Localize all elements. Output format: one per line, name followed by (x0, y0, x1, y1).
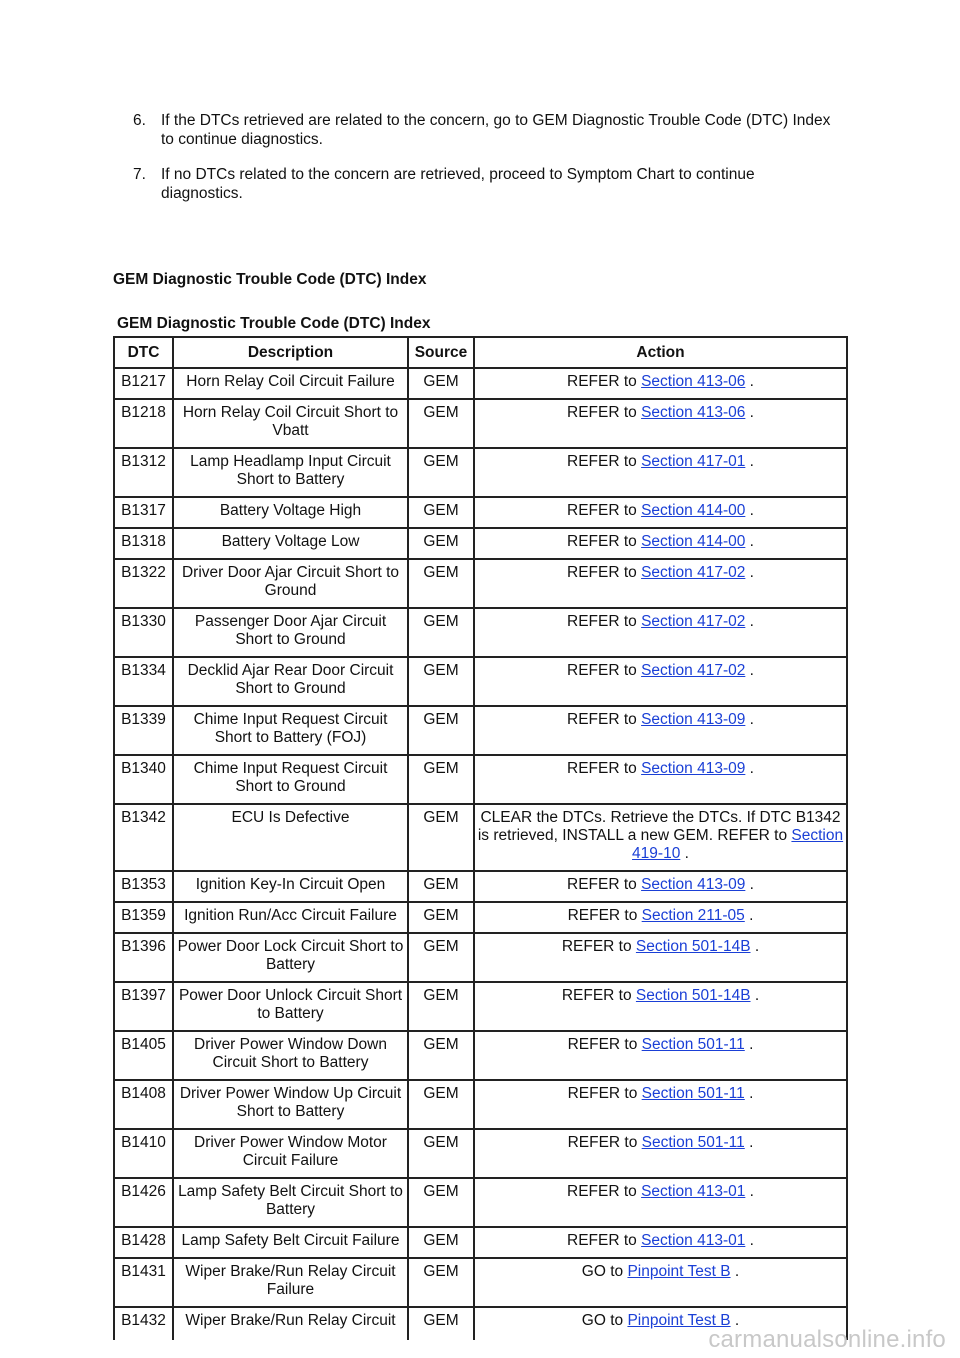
dtc-code: B1340 (114, 755, 173, 804)
dtc-description: Wiper Brake/Run Relay Circuit (173, 1307, 408, 1340)
header-dtc: DTC (114, 337, 173, 368)
table-row (114, 608, 847, 657)
dtc-code: B1396 (114, 933, 173, 982)
dtc-code: B1342 (114, 804, 173, 871)
table-row (114, 657, 847, 706)
table-row (114, 1031, 847, 1080)
table-row (114, 871, 847, 902)
action-suffix: . (734, 1263, 740, 1280)
dtc-description: Ignition Key-In Circuit Open (173, 871, 408, 902)
action-suffix: . (749, 533, 754, 550)
section-reference-link[interactable]: Section 413-06 (641, 373, 746, 390)
table-header-row (114, 337, 847, 368)
dtc-code: B1353 (114, 871, 173, 902)
header-action: Action (474, 337, 847, 368)
dtc-index-table (113, 336, 848, 1340)
dtc-action (474, 399, 847, 448)
section-reference-link[interactable]: Section 417-02 (641, 662, 746, 679)
dtc-source: GEM (408, 368, 474, 399)
header-source: Source (408, 337, 474, 368)
dtc-description: Driver Door Ajar Circuit Short to Ground (173, 559, 408, 608)
action-text: REFER to (567, 1232, 637, 1249)
section-reference-link[interactable]: Section 413-09 (641, 876, 746, 893)
section-reference-link[interactable]: Section 501-14B (635, 987, 751, 1004)
dtc-code: B1359 (114, 902, 173, 933)
dtc-source: GEM (408, 1080, 474, 1129)
dtc-source: GEM (408, 657, 474, 706)
dtc-action (474, 1129, 847, 1178)
dtc-code: B1410 (114, 1129, 173, 1178)
table-row (114, 399, 847, 448)
action-text: REFER to (567, 907, 638, 924)
table-row (114, 933, 847, 982)
action-suffix: . (749, 907, 754, 924)
dtc-action (474, 1258, 847, 1307)
dtc-description: Horn Relay Coil Circuit Short to Vbatt (173, 399, 408, 448)
action-text: REFER to (567, 613, 637, 630)
action-text: REFER to (567, 373, 637, 390)
dtc-description: Chime Input Request Circuit Short to Ground (173, 755, 408, 804)
step-number: 7. (133, 166, 146, 183)
section-reference-link[interactable]: Section 501-11 (641, 1036, 745, 1053)
dtc-source: GEM (408, 902, 474, 933)
dtc-source: GEM (408, 559, 474, 608)
dtc-description: Power Door Unlock Circuit Short to Battery (173, 982, 408, 1031)
dtc-action (474, 902, 847, 933)
action-text: CLEAR the DTCs. Retrieve the DTCs. If DTC B1342 is retrieved, INSTALL a new GEM. REFER to (477, 809, 841, 844)
dtc-source: GEM (408, 497, 474, 528)
action-suffix: . (749, 1085, 754, 1102)
dtc-action (474, 1031, 847, 1080)
dtc-source: GEM (408, 982, 474, 1031)
section-reference-link[interactable]: Section 413-09 (641, 760, 746, 777)
dtc-code: B1217 (114, 368, 173, 399)
dtc-action (474, 1080, 847, 1129)
dtc-action (474, 755, 847, 804)
dtc-description: Horn Relay Coil Circuit Failure (173, 368, 408, 399)
dtc-action (474, 871, 847, 902)
dtc-description: Driver Power Window Motor Circuit Failure (173, 1129, 408, 1178)
dtc-source: GEM (408, 933, 474, 982)
action-suffix: . (749, 564, 754, 581)
dtc-description: Passenger Door Ajar Circuit Short to Ground (173, 608, 408, 657)
step-number: 6. (133, 112, 146, 129)
dtc-action (474, 804, 847, 871)
dtc-action (474, 559, 847, 608)
dtc-action (474, 706, 847, 755)
action-text: GO to (581, 1312, 624, 1329)
action-suffix: . (749, 1232, 754, 1249)
table-row (114, 902, 847, 933)
action-text: REFER to (567, 1134, 638, 1151)
dtc-source: GEM (408, 399, 474, 448)
table-body (114, 368, 847, 1340)
instruction-steps (133, 111, 833, 219)
dtc-description: Lamp Headlamp Input Circuit Short to Battery (173, 448, 408, 497)
action-suffix: . (749, 1134, 754, 1151)
dtc-source: GEM (408, 608, 474, 657)
action-text: REFER to (567, 662, 637, 679)
action-suffix: . (749, 711, 754, 728)
dtc-action (474, 368, 847, 399)
step-text: If the DTCs retrieved are related to the concern, go to GEM Diagnostic Trouble Code (DTC) Index to continue diagnostics. (161, 112, 831, 148)
section-reference-link[interactable]: Section 419-10 (632, 827, 844, 862)
dtc-description: ECU Is Defective (173, 804, 408, 871)
dtc-description: Decklid Ajar Rear Door Circuit Short to Ground (173, 657, 408, 706)
dtc-action (474, 448, 847, 497)
dtc-code: B1312 (114, 448, 173, 497)
action-text: REFER to (567, 533, 637, 550)
action-text: REFER to (567, 1085, 638, 1102)
step-7 (133, 165, 833, 203)
action-text: REFER to (567, 711, 637, 728)
dtc-code: B1428 (114, 1227, 173, 1258)
section-reference-link[interactable]: Section 501-11 (641, 1085, 745, 1102)
action-suffix: . (749, 404, 754, 421)
action-suffix: . (734, 1312, 740, 1329)
table-row (114, 1080, 847, 1129)
dtc-action (474, 1227, 847, 1258)
table-row (114, 497, 847, 528)
section-reference-link[interactable]: Section 417-01 (641, 453, 746, 470)
action-suffix: . (749, 662, 754, 679)
dtc-code: B1397 (114, 982, 173, 1031)
action-suffix: . (749, 373, 754, 390)
dtc-action (474, 528, 847, 559)
section-reference-link[interactable]: Pinpoint Test B (627, 1263, 731, 1280)
dtc-code: B1334 (114, 657, 173, 706)
section-reference-link[interactable]: Section 417-02 (641, 564, 746, 581)
dtc-description: Chime Input Request Circuit Short to Battery (FOJ) (173, 706, 408, 755)
table-row (114, 368, 847, 399)
table-row (114, 448, 847, 497)
dtc-description: Battery Voltage High (173, 497, 408, 528)
watermark: carmanualsonline.info (708, 1326, 946, 1353)
dtc-description: Wiper Brake/Run Relay Circuit Failure (173, 1258, 408, 1307)
action-suffix: . (684, 845, 689, 862)
action-suffix: . (749, 760, 754, 777)
dtc-description: Battery Voltage Low (173, 528, 408, 559)
dtc-code: B1408 (114, 1080, 173, 1129)
header-description: Description (173, 337, 408, 368)
action-suffix: . (754, 938, 760, 955)
table-row (114, 1227, 847, 1258)
table-row (114, 706, 847, 755)
table-row (114, 528, 847, 559)
section-heading: GEM Diagnostic Trouble Code (DTC) Index (113, 271, 427, 288)
step-6 (133, 111, 833, 149)
action-suffix: . (749, 1036, 754, 1053)
dtc-source: GEM (408, 1129, 474, 1178)
action-text: REFER to (567, 1036, 638, 1053)
table-row (114, 559, 847, 608)
dtc-description: Power Door Lock Circuit Short to Battery (173, 933, 408, 982)
dtc-code: B1317 (114, 497, 173, 528)
action-text: REFER to (567, 760, 637, 777)
table-row (114, 1258, 847, 1307)
action-text: REFER to (567, 502, 637, 519)
action-text: REFER to (567, 876, 637, 893)
step-text: If no DTCs related to the concern are retrieved, proceed to Symptom Chart to continue diagnostics. (161, 166, 755, 202)
dtc-code: B1405 (114, 1031, 173, 1080)
action-suffix: . (749, 1183, 754, 1200)
dtc-action (474, 497, 847, 528)
table-row (114, 982, 847, 1031)
dtc-source: GEM (408, 706, 474, 755)
dtc-code: B1318 (114, 528, 173, 559)
section-reference-link[interactable]: Section 413-06 (641, 404, 746, 421)
section-reference-link[interactable]: Section 413-01 (641, 1232, 746, 1249)
table-row (114, 1129, 847, 1178)
table-row (114, 1178, 847, 1227)
action-suffix: . (749, 876, 754, 893)
dtc-source: GEM (408, 1178, 474, 1227)
dtc-description: Lamp Safety Belt Circuit Short to Battery (173, 1178, 408, 1227)
section-reference-link[interactable]: Pinpoint Test B (627, 1312, 731, 1329)
action-text: REFER to (567, 564, 637, 581)
action-text: REFER to (567, 404, 637, 421)
dtc-description: Ignition Run/Acc Circuit Failure (173, 902, 408, 933)
dtc-code: B1431 (114, 1258, 173, 1307)
action-suffix: . (749, 453, 754, 470)
dtc-code: B1218 (114, 399, 173, 448)
dtc-code: B1330 (114, 608, 173, 657)
section-reference-link[interactable]: Section 413-09 (641, 711, 746, 728)
section-reference-link[interactable]: Section 413-01 (641, 1183, 746, 1200)
dtc-action (474, 608, 847, 657)
dtc-code: B1432 (114, 1307, 173, 1340)
table-row (114, 804, 847, 871)
action-text: REFER to (561, 987, 632, 1004)
dtc-source: GEM (408, 755, 474, 804)
section-reference-link[interactable]: Section 414-00 (641, 533, 746, 550)
dtc-description: Lamp Safety Belt Circuit Failure (173, 1227, 408, 1258)
action-suffix: . (749, 613, 754, 630)
section-reference-link[interactable]: Section 211-05 (641, 907, 745, 924)
dtc-action (474, 982, 847, 1031)
action-text: REFER to (561, 938, 632, 955)
dtc-code: B1426 (114, 1178, 173, 1227)
dtc-action (474, 933, 847, 982)
section-reference-link[interactable]: Section 414-00 (641, 502, 746, 519)
dtc-source: GEM (408, 1031, 474, 1080)
dtc-code: B1339 (114, 706, 173, 755)
action-suffix: . (749, 502, 754, 519)
dtc-action (474, 657, 847, 706)
action-text: REFER to (567, 1183, 637, 1200)
dtc-source: GEM (408, 804, 474, 871)
dtc-source: GEM (408, 1258, 474, 1307)
action-suffix: . (754, 987, 760, 1004)
dtc-description: Driver Power Window Down Circuit Short to Battery (173, 1031, 408, 1080)
table-caption: GEM Diagnostic Trouble Code (DTC) Index (117, 315, 431, 332)
dtc-source: GEM (408, 1307, 474, 1340)
action-text: GO to (581, 1263, 624, 1280)
dtc-source: GEM (408, 871, 474, 902)
section-reference-link[interactable]: Section 501-11 (641, 1134, 745, 1151)
dtc-source: GEM (408, 448, 474, 497)
dtc-source: GEM (408, 528, 474, 559)
action-text: REFER to (567, 453, 637, 470)
table-row (114, 755, 847, 804)
dtc-source: GEM (408, 1227, 474, 1258)
dtc-description: Driver Power Window Up Circuit Short to Battery (173, 1080, 408, 1129)
dtc-action (474, 1178, 847, 1227)
dtc-code: B1322 (114, 559, 173, 608)
section-reference-link[interactable]: Section 417-02 (641, 613, 746, 630)
section-reference-link[interactable]: Section 501-14B (635, 938, 751, 955)
